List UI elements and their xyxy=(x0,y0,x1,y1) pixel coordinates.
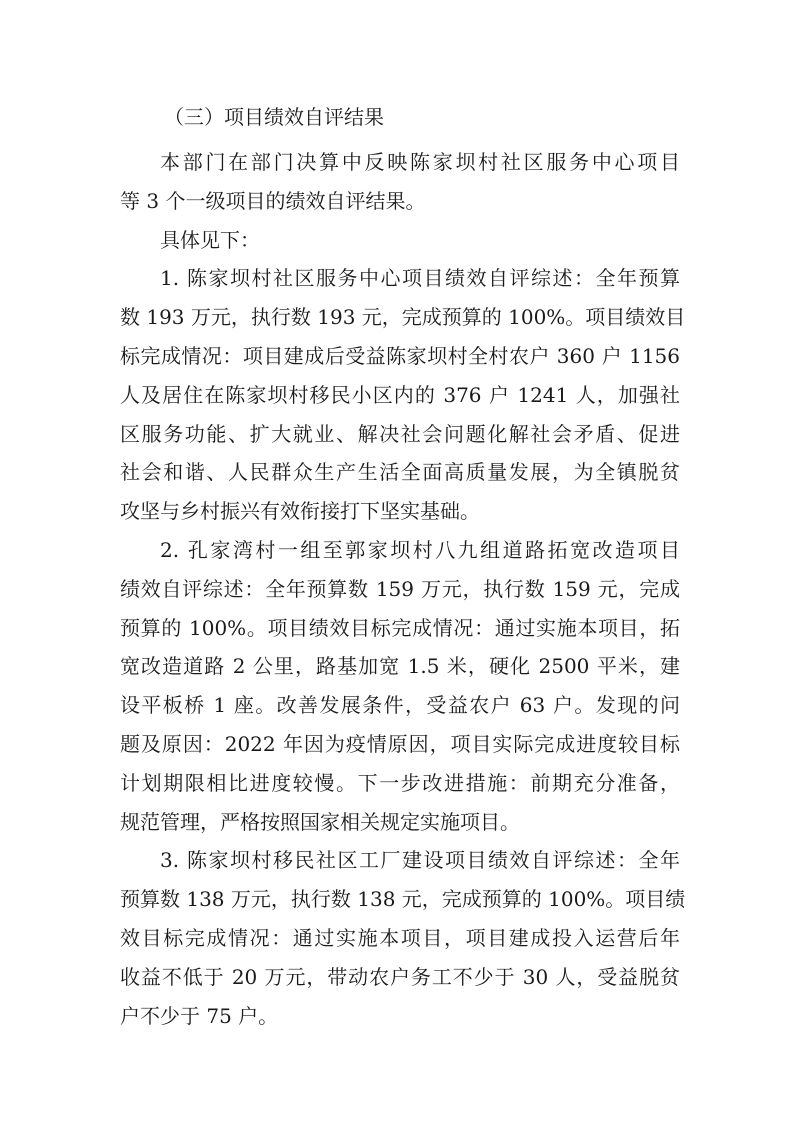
paragraph-line: 攻坚与乡村振兴有效衔接打下坚实基础。 xyxy=(120,499,480,524)
section-heading: （三）项目绩效自评结果 xyxy=(164,105,384,129)
paragraph-line: 人及居住在陈家坝村移民小区内的 376 户 1241 人，加强社 xyxy=(120,382,680,407)
paragraph-item-2 xyxy=(120,531,680,841)
paragraph-line: 规范管理，严格按照国家相关规定实施项目。 xyxy=(120,809,520,834)
paragraph-line: 预算的 100%。项目绩效目标完成情况：通过实施本项目，拓 xyxy=(120,615,680,640)
paragraph-line: 题及原因：2022 年因为疫情原因，项目实际完成进度较目标 xyxy=(120,731,680,756)
paragraph-line: 本部门在部门决算中反映陈家坝村社区服务中心项目 xyxy=(160,150,680,174)
paragraph-item-3 xyxy=(120,841,686,1035)
paragraph-item-1 xyxy=(120,259,686,531)
paragraph-line: 1. 陈家坝村社区服务中心项目绩效自评综述：全年预算 xyxy=(160,266,680,291)
paragraph-see-below xyxy=(120,221,680,260)
paragraph-line: 收益不低于 20 万元，带动农户务工不少于 30 人，受益脱贫 xyxy=(120,964,680,989)
paragraph-line: 效目标完成情况：通过实施本项目，项目建成投入运营后年 xyxy=(120,925,680,950)
paragraph-line: 户不少于 75 户。 xyxy=(120,1003,279,1028)
paragraph-line: 等 3 个一级项目的绩效自评结果。 xyxy=(120,188,426,213)
paragraph-line: 数 193 万元，执行数 193 元，完成预算的 100%。项目绩效目 xyxy=(120,305,686,330)
paragraph-line: 计划期限相比进度较慢。下一步改进措施：前期充分准备， xyxy=(120,770,680,795)
paragraph-line: 社会和谐、人民群众生产生活全面高质量发展，为全镇脱贫 xyxy=(120,460,680,485)
paragraph-line: 2. 孔家湾村一组至郭家坝村八九组道路拓宽改造项目 xyxy=(160,538,680,562)
paragraph-line: 预算数 138 万元，执行数 138 元，完成预算的 100%。项目绩 xyxy=(120,887,686,912)
paragraph-intro xyxy=(120,143,680,221)
paragraph-line: 设平板桥 1 座。改善发展条件，受益农户 63 户。发现的问 xyxy=(120,693,680,718)
paragraph-line: 宽改造道路 2 公里，路基加宽 1.5 米，硬化 2500 平米，建 xyxy=(120,654,680,679)
paragraph-line: 具体见下： xyxy=(160,227,260,252)
paragraph-line: 标完成情况：项目建成后受益陈家坝村全村农户 360 户 1156 xyxy=(120,343,680,368)
paragraph-line: 区服务功能、扩大就业、解决社会问题化解社会矛盾、促进 xyxy=(120,421,680,446)
paragraph-line: 绩效自评综述：全年预算数 159 万元，执行数 159 元，完成 xyxy=(120,576,680,601)
paragraph-line: 3. 陈家坝村移民社区工厂建设项目绩效自评综述：全年 xyxy=(160,848,680,873)
